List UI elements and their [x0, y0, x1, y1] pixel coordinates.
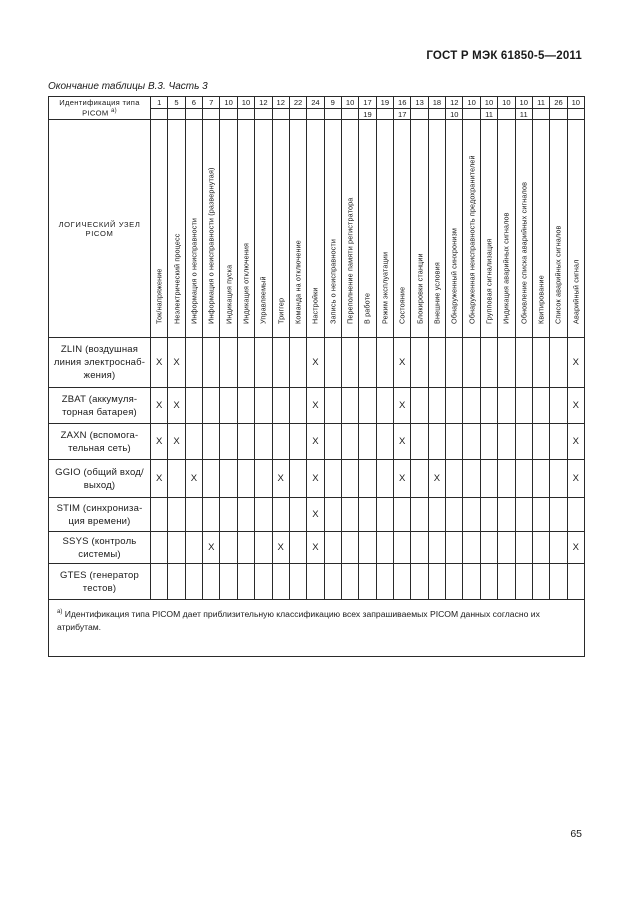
mark-cell: X: [272, 532, 289, 564]
mark-cell: [515, 388, 532, 424]
row-label: SSYS (контроль системы): [49, 532, 151, 564]
mark-cell: [220, 498, 237, 532]
mark-cell: [498, 498, 515, 532]
mark-cell: [324, 338, 341, 388]
column-header: [463, 120, 480, 338]
mark-cell: [324, 388, 341, 424]
mark-cell: [480, 424, 497, 460]
column-name: Настройки: [310, 287, 320, 324]
mark-cell: X: [567, 424, 584, 460]
mark-cell: [411, 564, 428, 600]
column-subid: 11: [515, 109, 532, 120]
mark-cell: [237, 460, 254, 498]
column-header: [203, 120, 220, 338]
mark-cell: [203, 460, 220, 498]
mark-cell: [446, 424, 463, 460]
column-header: [255, 120, 272, 338]
mark-cell: [307, 564, 324, 600]
column-id: 26: [550, 97, 567, 109]
mark-cell: [532, 564, 549, 600]
column-header: [515, 120, 532, 338]
mark-cell: [359, 564, 376, 600]
mark-cell: [463, 498, 480, 532]
column-subid: [168, 109, 185, 120]
column-name: Индикация отключения: [241, 242, 251, 324]
mark-cell: [151, 498, 168, 532]
column-id: 5: [168, 97, 185, 109]
column-id: 24: [307, 97, 324, 109]
mark-cell: X: [307, 498, 324, 532]
mark-cell: [151, 532, 168, 564]
mark-cell: [411, 424, 428, 460]
mark-cell: [532, 460, 549, 498]
mark-cell: [567, 498, 584, 532]
mark-cell: [394, 532, 411, 564]
column-id: 18: [428, 97, 445, 109]
mark-cell: [272, 498, 289, 532]
column-header: [411, 120, 428, 338]
footnote-text: Идентификация типа PICOM дает приблизительную классификацию всех запрашиваемых PICOM данных согласно их атрибутам.: [57, 608, 540, 632]
mark-cell: [446, 564, 463, 600]
mark-cell: [359, 460, 376, 498]
mark-cell: [411, 498, 428, 532]
mark-cell: [463, 424, 480, 460]
mark-cell: [411, 460, 428, 498]
mark-cell: [498, 338, 515, 388]
column-subid: 17: [394, 109, 411, 120]
mark-cell: [185, 388, 202, 424]
logical-node-label: ЛОГИЧЕСКИЙ УЗЕЛ PICOM: [49, 120, 151, 338]
column-name: Команда на отключение: [293, 240, 303, 324]
column-header: [550, 120, 567, 338]
mark-cell: [341, 424, 358, 460]
mark-cell: [532, 338, 549, 388]
mark-cell: [515, 424, 532, 460]
mark-cell: [341, 532, 358, 564]
mark-cell: [428, 338, 445, 388]
column-subid: [237, 109, 254, 120]
mark-cell: [255, 338, 272, 388]
mark-cell: [203, 498, 220, 532]
mark-cell: [237, 424, 254, 460]
mark-cell: [289, 532, 306, 564]
column-id: 22: [289, 97, 306, 109]
column-id: 10: [498, 97, 515, 109]
column-id: 10: [515, 97, 532, 109]
mark-cell: [446, 338, 463, 388]
mark-cell: [532, 388, 549, 424]
mark-cell: [185, 532, 202, 564]
column-name: Индикация пуска: [224, 264, 234, 324]
mark-cell: [255, 424, 272, 460]
mark-cell: [220, 564, 237, 600]
column-name: Управляемый: [258, 276, 268, 324]
mark-cell: [480, 388, 497, 424]
mark-cell: [220, 532, 237, 564]
mark-cell: X: [307, 424, 324, 460]
column-subid: [272, 109, 289, 120]
column-header: [151, 120, 168, 338]
mark-cell: [168, 532, 185, 564]
mark-cell: [480, 564, 497, 600]
mark-cell: X: [428, 460, 445, 498]
mark-cell: [324, 460, 341, 498]
document-header: ГОСТ Р МЭК 61850-5—2011: [426, 50, 582, 62]
mark-cell: [498, 460, 515, 498]
column-subid: [185, 109, 202, 120]
mark-cell: [237, 388, 254, 424]
mark-cell: [480, 338, 497, 388]
mark-cell: [359, 338, 376, 388]
mark-cell: [411, 338, 428, 388]
mark-cell: X: [307, 338, 324, 388]
mark-cell: [272, 338, 289, 388]
column-subid: [532, 109, 549, 120]
mark-cell: [498, 532, 515, 564]
mark-cell: [255, 388, 272, 424]
mark-cell: X: [151, 460, 168, 498]
mark-cell: [550, 424, 567, 460]
mark-cell: [289, 424, 306, 460]
column-header: [359, 120, 376, 338]
column-subid: [203, 109, 220, 120]
column-header: [428, 120, 445, 338]
mark-cell: [498, 388, 515, 424]
mark-cell: [515, 460, 532, 498]
column-name: Обнаруженная неисправность предохранителей: [467, 155, 477, 324]
mark-cell: [463, 388, 480, 424]
column-header: [307, 120, 324, 338]
column-id: 7: [203, 97, 220, 109]
column-id: 11: [532, 97, 549, 109]
mark-cell: [324, 564, 341, 600]
mark-cell: [272, 388, 289, 424]
column-header: [237, 120, 254, 338]
mark-cell: [203, 388, 220, 424]
column-subid: [376, 109, 393, 120]
mark-cell: X: [567, 388, 584, 424]
mark-cell: X: [567, 460, 584, 498]
mark-cell: [341, 498, 358, 532]
mark-cell: [289, 460, 306, 498]
mark-cell: [272, 424, 289, 460]
column-subid: 11: [480, 109, 497, 120]
mark-cell: X: [307, 532, 324, 564]
mark-cell: [376, 564, 393, 600]
mark-cell: [359, 388, 376, 424]
row-label: ZAXN (вспомога-тельная сеть): [49, 424, 151, 460]
column-name: Внешние условия: [432, 262, 442, 324]
column-subid: [255, 109, 272, 120]
mark-cell: [185, 424, 202, 460]
column-header: [498, 120, 515, 338]
mark-cell: X: [151, 424, 168, 460]
column-name: Обновление списка аварийных сигналов: [519, 181, 529, 324]
id-type-label: Идентификация типа PICOM $^{а)}$: [49, 97, 151, 120]
mark-cell: [532, 532, 549, 564]
table-caption: Окончание таблицы В.3. Часть 3: [48, 81, 208, 92]
mark-cell: X: [272, 460, 289, 498]
column-name: Квитирование: [536, 275, 546, 324]
column-name: Список аварийных сигналов: [553, 225, 563, 324]
mark-cell: [376, 338, 393, 388]
mark-cell: [532, 424, 549, 460]
mark-cell: X: [307, 460, 324, 498]
column-id: 10: [237, 97, 254, 109]
mark-cell: X: [203, 532, 220, 564]
column-header: [289, 120, 306, 338]
column-subid: [567, 109, 584, 120]
column-name: Запись о неисправности: [328, 238, 338, 324]
mark-cell: [428, 564, 445, 600]
mark-cell: [151, 564, 168, 600]
mark-cell: [376, 388, 393, 424]
column-header: [341, 120, 358, 338]
column-name: Групповая сигнализация: [484, 238, 494, 324]
column-subid: [151, 109, 168, 120]
mark-cell: [498, 564, 515, 600]
footnote-marker: а): [57, 609, 63, 615]
row-label: GTES (генератор тестов): [49, 564, 151, 600]
mark-cell: [550, 388, 567, 424]
mark-cell: X: [394, 424, 411, 460]
mark-cell: X: [307, 388, 324, 424]
column-header: [446, 120, 463, 338]
column-header: [394, 120, 411, 338]
mark-cell: [463, 338, 480, 388]
column-header: [272, 120, 289, 338]
column-name: Триггер: [276, 297, 286, 324]
mark-cell: [463, 460, 480, 498]
column-subid: [307, 109, 324, 120]
mark-cell: [289, 498, 306, 532]
mark-cell: [168, 564, 185, 600]
table-row: [49, 338, 585, 388]
mark-cell: X: [151, 338, 168, 388]
row-label: STIM (синхрониза-ция времени): [49, 498, 151, 532]
mark-cell: [341, 338, 358, 388]
mark-cell: [376, 532, 393, 564]
mark-cell: [376, 498, 393, 532]
column-subid: [550, 109, 567, 120]
mark-cell: [168, 460, 185, 498]
mark-cell: [498, 424, 515, 460]
column-subid: 19: [359, 109, 376, 120]
column-id: 10: [480, 97, 497, 109]
mark-cell: [480, 498, 497, 532]
mark-cell: [185, 498, 202, 532]
mark-cell: [376, 424, 393, 460]
column-name: Блокировки станции: [415, 253, 425, 324]
column-header: [532, 120, 549, 338]
mark-cell: [359, 498, 376, 532]
column-name: Неэлектрический процесс: [172, 233, 182, 324]
table-footnote: [49, 600, 585, 657]
mark-cell: X: [394, 460, 411, 498]
column-subid: [498, 109, 515, 120]
mark-cell: [237, 498, 254, 532]
mark-cell: [480, 532, 497, 564]
row-label: GGIO (общий вход/ выход): [49, 460, 151, 498]
mark-cell: [394, 564, 411, 600]
table-row: [49, 424, 585, 460]
mark-cell: [272, 564, 289, 600]
table-row: [49, 532, 585, 564]
column-subid: [463, 109, 480, 120]
mark-cell: X: [567, 532, 584, 564]
column-name: Аварийный сигнал: [571, 259, 581, 324]
mark-cell: X: [394, 388, 411, 424]
table-row: [49, 460, 585, 498]
column-name: Обнаруженный синхронизм: [449, 227, 459, 324]
column-header: [324, 120, 341, 338]
mark-cell: X: [185, 460, 202, 498]
mark-cell: [185, 338, 202, 388]
mark-cell: [185, 564, 202, 600]
table-footnote-row: [49, 600, 585, 657]
mark-cell: [376, 460, 393, 498]
mark-cell: [289, 388, 306, 424]
column-id: 10: [463, 97, 480, 109]
mark-cell: [203, 338, 220, 388]
row-label: ZLIN (воздушная линия электроснаб-жения): [49, 338, 151, 388]
mark-cell: [220, 424, 237, 460]
mark-cell: [289, 338, 306, 388]
mark-cell: X: [168, 388, 185, 424]
mark-cell: [203, 564, 220, 600]
mark-cell: [255, 498, 272, 532]
mark-cell: [411, 532, 428, 564]
mark-cell: [394, 498, 411, 532]
mark-cell: [463, 564, 480, 600]
page-number: 65: [570, 828, 582, 840]
column-id: 10: [567, 97, 584, 109]
column-id: 17: [359, 97, 376, 109]
column-subid: [220, 109, 237, 120]
mark-cell: [515, 532, 532, 564]
mark-cell: [480, 460, 497, 498]
column-id: 10: [220, 97, 237, 109]
mark-cell: [515, 498, 532, 532]
table-row: [49, 498, 585, 532]
column-id: 10: [341, 97, 358, 109]
column-subid: 10: [446, 109, 463, 120]
mark-cell: [463, 532, 480, 564]
mark-cell: [341, 564, 358, 600]
column-id: 13: [411, 97, 428, 109]
mark-cell: [446, 532, 463, 564]
mark-cell: [289, 564, 306, 600]
column-name: Информация о неисправности (развернутая): [206, 167, 216, 324]
mark-cell: [428, 388, 445, 424]
column-header: [480, 120, 497, 338]
mark-cell: [237, 338, 254, 388]
mark-cell: [324, 498, 341, 532]
column-subid: [324, 109, 341, 120]
mark-cell: [550, 460, 567, 498]
column-header: [220, 120, 237, 338]
mark-cell: [550, 564, 567, 600]
mark-cell: [237, 564, 254, 600]
mark-cell: [359, 532, 376, 564]
column-name: В работе: [362, 292, 372, 324]
column-name: Информация о неисправности: [189, 217, 199, 324]
mark-cell: [220, 338, 237, 388]
mark-cell: [567, 564, 584, 600]
column-subid: [289, 109, 306, 120]
column-name: Режим эксплуатации: [380, 251, 390, 324]
mark-cell: [532, 498, 549, 532]
mark-cell: [324, 532, 341, 564]
mark-cell: X: [567, 338, 584, 388]
mark-cell: X: [151, 388, 168, 424]
mark-cell: [550, 498, 567, 532]
column-name: Ток/напряжение: [154, 268, 164, 324]
mark-cell: X: [168, 338, 185, 388]
mark-cell: [550, 532, 567, 564]
mark-cell: [359, 424, 376, 460]
mark-cell: [255, 460, 272, 498]
table-row: [49, 564, 585, 600]
mark-cell: [550, 338, 567, 388]
table-row: [49, 388, 585, 424]
column-subid: [411, 109, 428, 120]
mark-cell: [446, 460, 463, 498]
column-header: [567, 120, 584, 338]
column-name: Переполнение памяти регистратора: [345, 197, 355, 324]
column-header: [168, 120, 185, 338]
column-id: 9: [324, 97, 341, 109]
mark-cell: [237, 532, 254, 564]
mark-cell: [203, 424, 220, 460]
column-id: 12: [272, 97, 289, 109]
row-label: ZBAT (аккумуля-торная батарея): [49, 388, 151, 424]
mark-cell: [324, 424, 341, 460]
mark-cell: [255, 532, 272, 564]
mark-cell: [341, 460, 358, 498]
mark-cell: [515, 338, 532, 388]
column-header: [185, 120, 202, 338]
column-id: 1: [151, 97, 168, 109]
column-id: 6: [185, 97, 202, 109]
column-name: Индикация аварийных сигналов: [501, 212, 511, 324]
mark-cell: [428, 498, 445, 532]
mark-cell: [446, 388, 463, 424]
mark-cell: [515, 564, 532, 600]
column-name: Состояние: [397, 286, 407, 324]
column-id: 12: [446, 97, 463, 109]
mark-cell: X: [394, 338, 411, 388]
column-header: [376, 120, 393, 338]
column-id: 19: [376, 97, 393, 109]
mark-cell: [220, 460, 237, 498]
picom-table: [48, 96, 585, 657]
mark-cell: [168, 498, 185, 532]
mark-cell: [341, 388, 358, 424]
column-subid: [341, 109, 358, 120]
mark-cell: [220, 388, 237, 424]
column-subid: [428, 109, 445, 120]
mark-cell: [411, 388, 428, 424]
mark-cell: [428, 424, 445, 460]
mark-cell: [446, 498, 463, 532]
column-id: 12: [255, 97, 272, 109]
column-id: 16: [394, 97, 411, 109]
mark-cell: X: [168, 424, 185, 460]
mark-cell: [428, 532, 445, 564]
mark-cell: [255, 564, 272, 600]
